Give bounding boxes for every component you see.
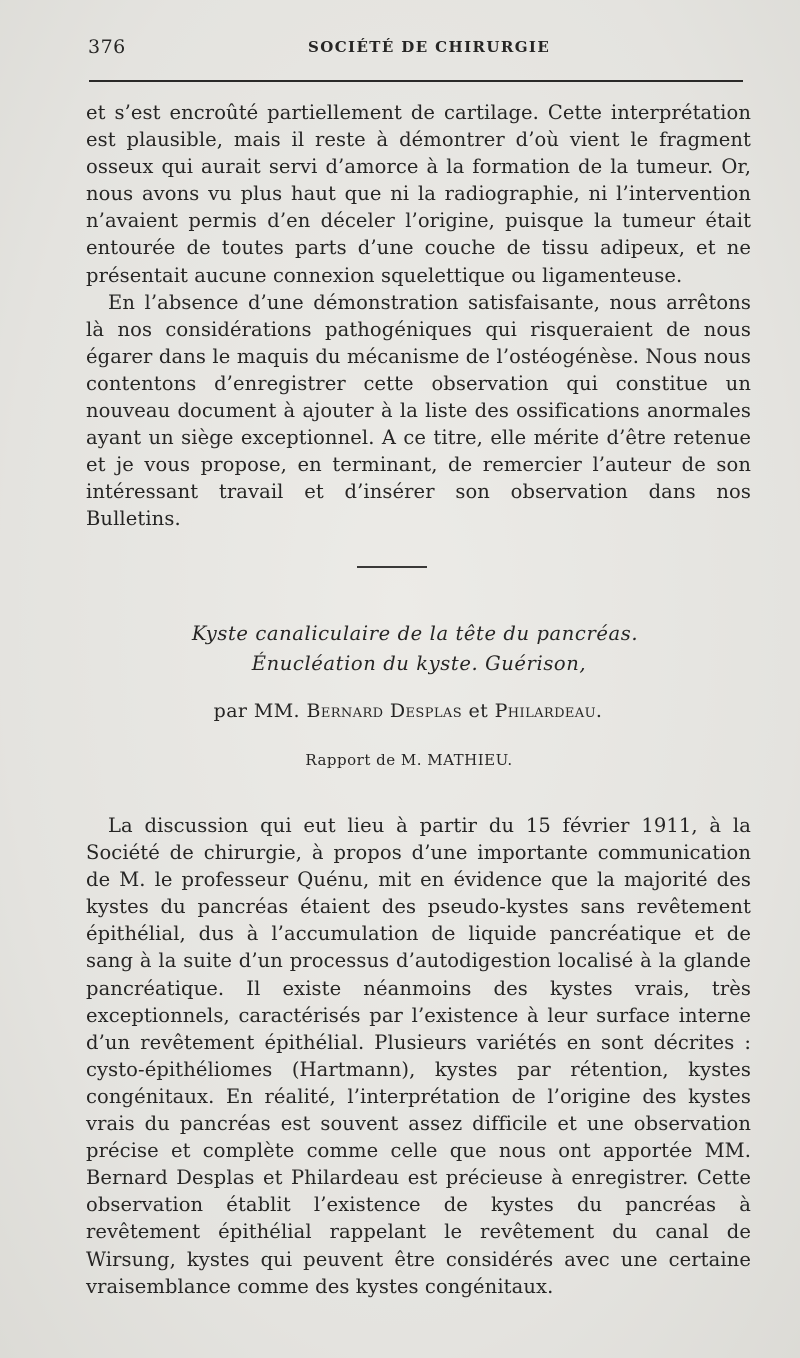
page-number: 376 [88,36,126,58]
section-separator [357,566,427,568]
authors-prefix: par MM. [213,700,300,722]
paragraph: En l’absence d’une démonstration satisfaisante, nous arrêtons là nos considérations pathogéniques qui risqueraient de nous égarer dans le maquis du mécanisme de l’ostéogénèse. Nous nous contentons d’enregistrer cette observation qui constitue un nouveau document à ajouter à la liste des ossifications anormales ayant un siège exceptionnel. A ce titre, elle mérite d’être retenue et je vous propose, en terminant, de remercier l’auteur de son intéressant travail et d’insérer son observation dans nos Bulletins. [86,290,751,531]
running-title: SOCIÉTÉ DE CHIRURGIE [308,38,551,56]
article-title-line: Kyste canaliculaire de la tête du pancréas. [191,622,639,645]
page-header [88,34,743,64]
paragraph: La discussion qui eut lieu à partir du 15 février 1911, à la Société de chirurgie, à propos d’une importante communication de M. le professeur Quénu, mit en évidence que la majorité des kystes du pancréas étaient des pseudo-kystes sans revêtement épithélial, dus à l’accumulation de liquide pancréatique et de sang à la suite d’un processus d’autodigestion localisé à la glande pancréatique. Il existe néanmoins des kystes vrais, très exceptionnels, caractérisés par l’existence à leur surface interne d’un revêtement épithélial. Plusieurs variétés en sont décrites : cysto-épithéliomes (Hartmann), kystes par rétention, kystes congénitaux. En réalité, l’interprétation de l’origine des kystes vrais du pancréas est souvent assez difficile et une observation précise et complète comme celle que nous ont apportée MM. Bernard Desplas et Philardeau est précieuse à enregistrer. Cette observation établit l’existence de kystes du pancréas à revêtement épithélial rappelant le revêtement du canal de Wirsung, kystes qui peuvent être considérés avec une certaine vraisemblance comme des kystes congénitaux. [86,814,751,1298]
text-block-continuation [86,99,751,533]
article-title [0,619,800,679]
report-byline: Rapport de M. MATHIEU. [305,751,513,769]
header-rule [89,80,743,82]
author-name: Philardeau. [494,700,603,722]
text-block-report [86,812,751,1300]
article-title-line: Énucléation du kyste. Guérison, [251,652,587,675]
authors-conjunction: et [468,700,489,722]
article-authors [0,700,800,722]
paragraph: et s’est encroûté partiellement de cartilage. Cette interprétation est plausible, mais il reste à démontrer d’où vient le fragment osseux qui aurait servi d’amorce à la formation de la tumeur. Or, nous avons vu plus haut que ni la radiographie, ni l’intervention n’avaient permis d’en déceler l’origine, puisque la tumeur était entourée de toutes parts d’une couche de tissu adipeux, et ne présentait aucune connexion squelettique ou ligamenteuse. [86,101,751,287]
author-name: Bernard Desplas [306,700,463,722]
